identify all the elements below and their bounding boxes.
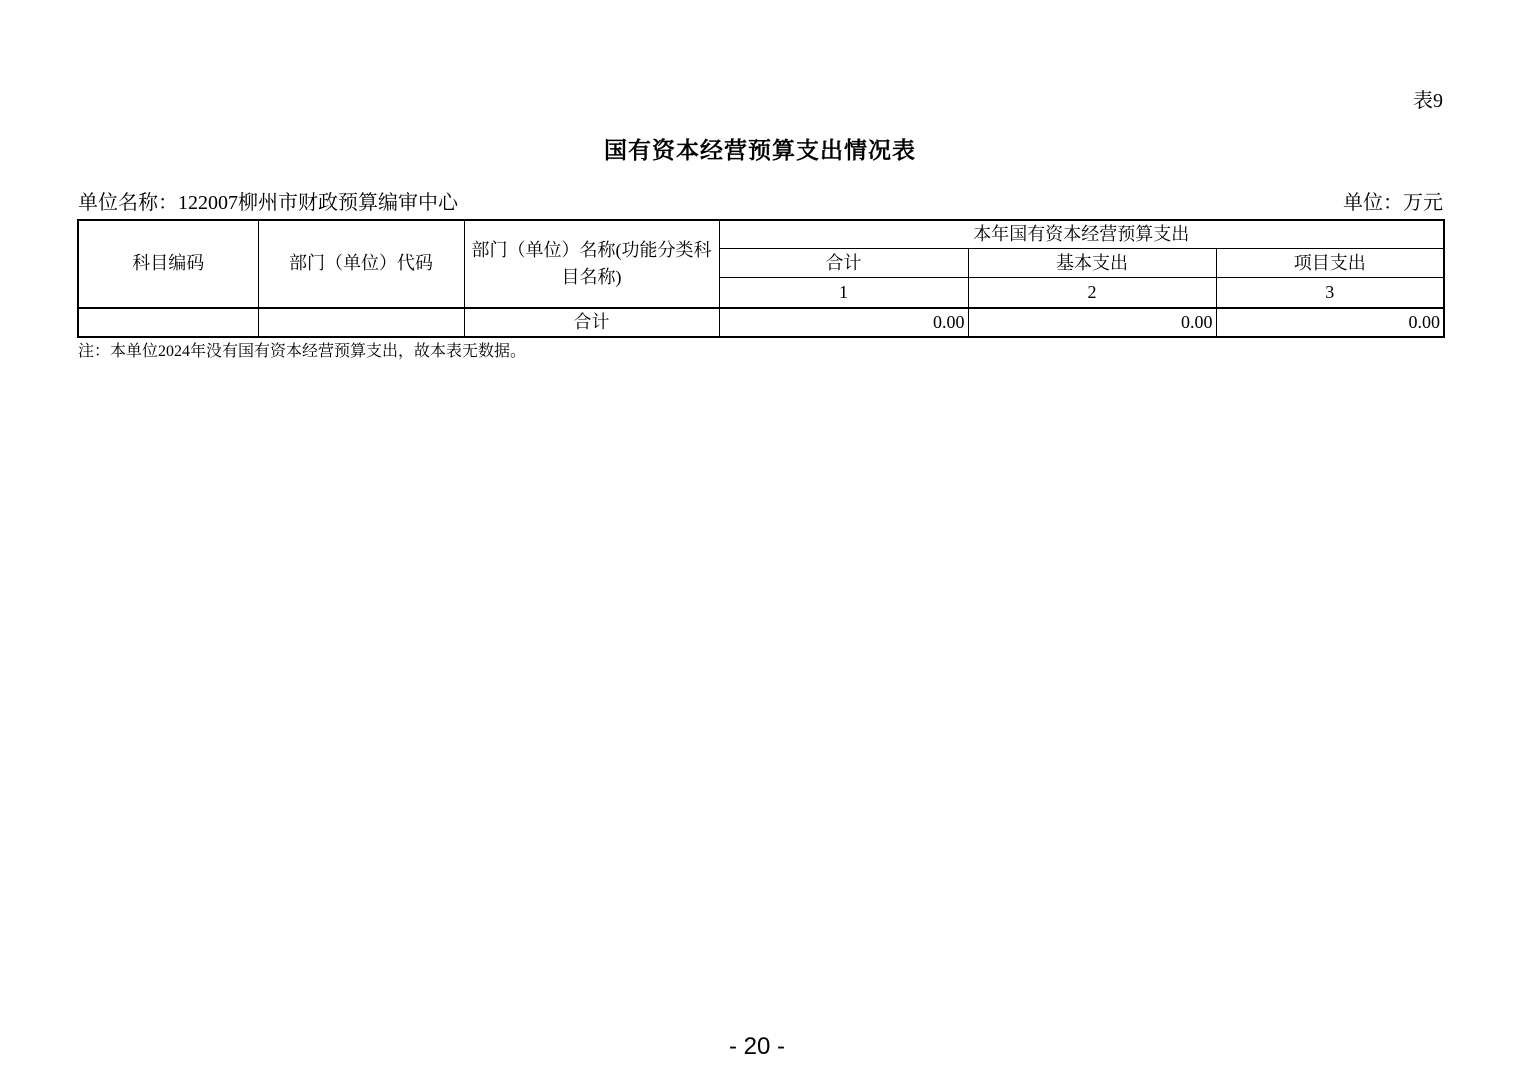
header-current-year-group: 本年国有资本经营预算支出 — [719, 220, 1444, 249]
column-index-1: 1 — [719, 278, 968, 308]
table-footnote: 注：本单位2024年没有国有资本经营预算支出，故本表无数据。 — [78, 343, 527, 360]
unit-name-label: 单位名称：122007柳州市财政预算编审中心 — [78, 192, 458, 214]
page-title: 国有资本经营预算支出情况表 — [604, 138, 916, 163]
page-number: - 20 - — [728, 1033, 785, 1060]
header-project-expenditure: 项目支出 — [1216, 249, 1444, 278]
header-dept-name: 部门（单位）名称(功能分类科目名称) — [464, 220, 719, 308]
cell-basic-amount: 0.00 — [968, 308, 1216, 337]
header-row-group — [78, 220, 1444, 249]
budget-expenditure-table — [77, 219, 1445, 338]
table-meta-row — [78, 190, 1443, 216]
unit-measure-label: 单位：万元 — [1343, 192, 1443, 214]
column-index-2: 2 — [968, 278, 1216, 308]
header-dept-code: 部门（单位）代码 — [258, 220, 464, 308]
cell-total-amount: 0.00 — [719, 308, 968, 337]
header-total: 合计 — [719, 249, 968, 278]
cell-dept-code — [258, 308, 464, 337]
header-subject-code: 科目编码 — [78, 220, 258, 308]
header-basic-expenditure: 基本支出 — [968, 249, 1216, 278]
cell-subject-code — [78, 308, 258, 337]
cell-dept-name: 合计 — [464, 308, 719, 337]
sheet-label: 表9 — [1413, 90, 1443, 112]
table-row-total — [78, 308, 1444, 337]
column-index-3: 3 — [1216, 278, 1444, 308]
cell-project-amount: 0.00 — [1216, 308, 1444, 337]
